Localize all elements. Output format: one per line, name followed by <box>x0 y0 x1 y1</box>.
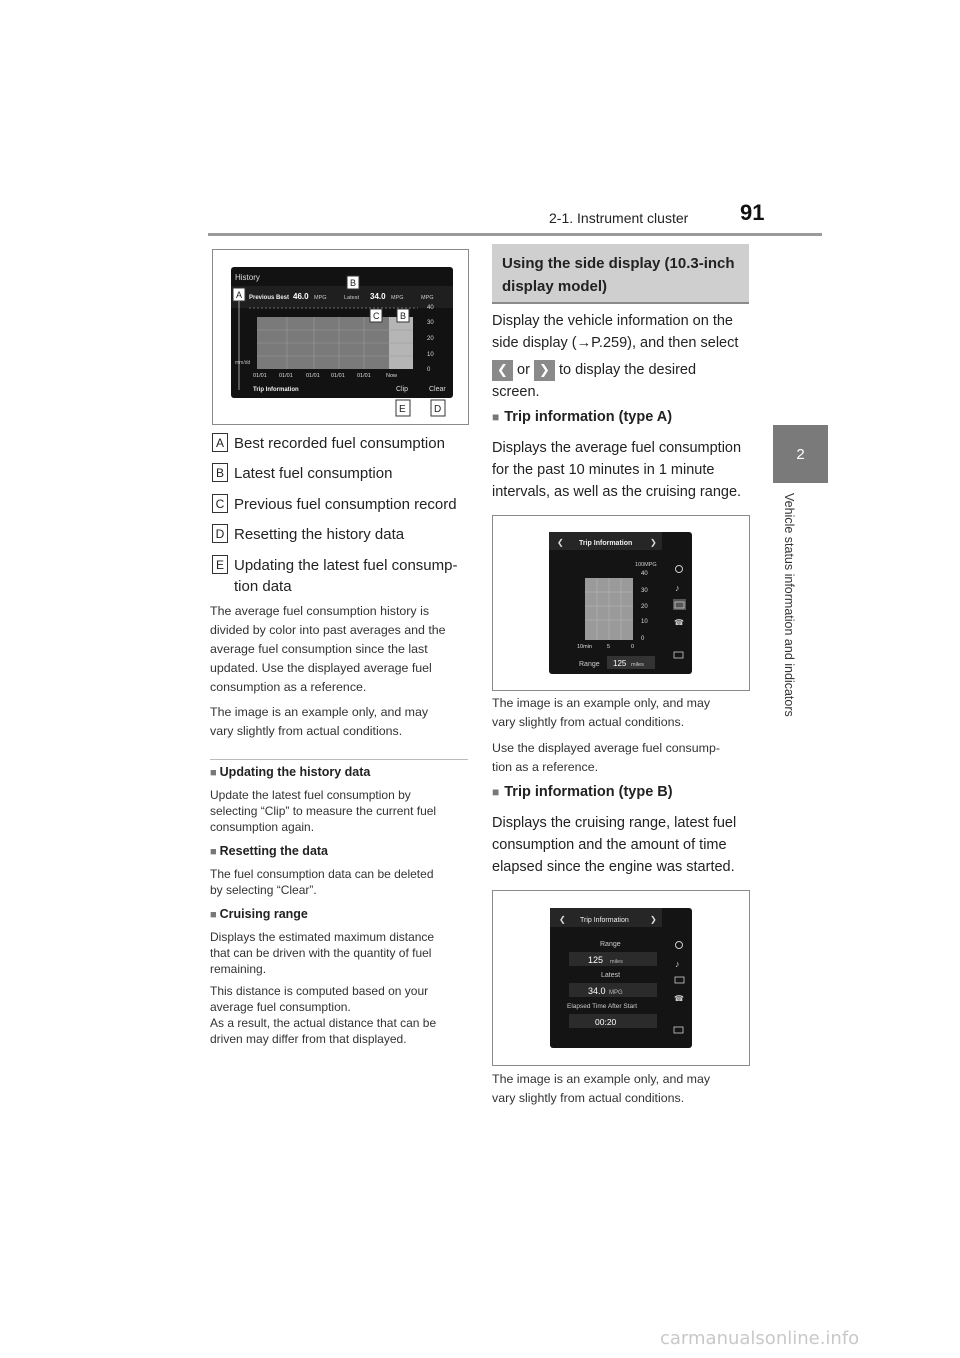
type-a-body: Displays the average fuel consumption for the past 10 minutes in 1 minute intervals, as well as the cruising range. <box>492 440 742 500</box>
section-header: 2-1. Instrument cluster <box>549 210 689 226</box>
svg-text:Now: Now <box>386 373 398 379</box>
resetting-heading: ■ Resetting the data <box>210 844 328 858</box>
svg-text:0: 0 <box>427 367 431 373</box>
svg-text:40: 40 <box>641 571 648 577</box>
svg-text:B: B <box>350 278 357 288</box>
svg-text:❮: ❮ <box>557 538 564 547</box>
latest-value: 34.0 <box>370 292 386 301</box>
cruising-body: Displays the estimated maximum distance that can be driven with the quantity of fuel remaining. <box>210 930 435 976</box>
svg-text:20: 20 <box>427 336 434 342</box>
fig-a-music-icon: ♪ <box>675 583 680 593</box>
fig-a-title: Trip Information <box>579 540 633 547</box>
reference-note-a: Use the displayed average fuel consump- tion as a reference. <box>492 741 720 774</box>
chapter-tab[interactable]: 2 <box>773 425 828 483</box>
callout-e <box>396 400 410 416</box>
svg-text:34.0: 34.0 <box>588 986 606 996</box>
svg-text:❯: ❯ <box>650 915 657 924</box>
fig-b-phone-icon: ☎ <box>674 994 684 1003</box>
svg-text:MPG: MPG <box>314 295 327 301</box>
svg-text:30: 30 <box>641 588 648 594</box>
svg-text:0: 0 <box>631 644 635 650</box>
legend-item-e: E Updating the latest fuel consump- tion data <box>212 555 472 597</box>
header-rule <box>208 233 822 236</box>
watermark: carmanualsonline.info <box>660 1328 860 1349</box>
previous-best-value: 46.0 <box>293 292 309 301</box>
trip-info-label: Trip Information <box>253 387 299 393</box>
example-note-left: The image is an example only, and may vary slightly from actual conditions. <box>210 705 429 738</box>
svg-text:MPG: MPG <box>391 295 404 301</box>
previous-button-icon: ❮ <box>492 360 513 381</box>
svg-text:5: 5 <box>607 644 611 650</box>
svg-text:mm/dd: mm/dd <box>235 360 251 366</box>
chapter-title: Vehicle status information and indicators <box>782 493 796 717</box>
trip-info-type-a-figure <box>492 515 750 691</box>
page-number: 91 <box>740 200 765 225</box>
type-b-heading: ■ Trip information (type B) <box>492 784 673 800</box>
svg-text:01/01: 01/01 <box>357 373 371 379</box>
svg-text:C: C <box>373 311 380 321</box>
svg-text:Range: Range <box>579 661 600 668</box>
svg-text:01/01: 01/01 <box>331 373 345 379</box>
svg-text:❮: ❮ <box>559 915 566 924</box>
fig-b-music-icon: ♪ <box>675 959 680 969</box>
legend-item-d: D Resetting the history data <box>212 524 472 546</box>
svg-text:100MPG: 100MPG <box>635 562 657 568</box>
svg-text:B: B <box>400 311 407 321</box>
updating-body: Update the latest fuel consumption by selecting “Clip” to measure the current fuel consumption again. <box>210 788 437 834</box>
svg-text:125: 125 <box>588 955 604 965</box>
svg-text:miles: miles <box>631 662 644 668</box>
svg-text:MPG: MPG <box>421 295 434 301</box>
type-b-body: Displays the cruising range, latest fuel consumption and the amount of time elapsed since the engine was started. <box>492 815 737 875</box>
previous-best-label: Previous Best <box>249 295 290 301</box>
callout-d <box>431 400 445 416</box>
latest-label: Latest <box>344 295 359 301</box>
svg-text:00:20: 00:20 <box>595 1017 617 1027</box>
legend-item-b: B Latest fuel consumption <box>212 463 472 485</box>
svg-text:40: 40 <box>427 305 434 311</box>
svg-text:01/01: 01/01 <box>306 373 320 379</box>
resetting-body: The fuel consumption data can be deleted by selecting “Clear”. <box>210 867 434 897</box>
example-note-a: The image is an example only, and may vary slightly from actual conditions. <box>492 696 711 729</box>
intro-text: Display the vehicle information on the side display (→P.259), and then select ❮ or ❯ to display the desired screen. <box>492 313 739 400</box>
example-note-b: The image is an example only, and may vary slightly from actual conditions. <box>492 1072 711 1105</box>
svg-text:❯: ❯ <box>650 538 657 547</box>
history-screen <box>213 250 468 424</box>
svg-text:Range: Range <box>600 941 621 948</box>
history-figure <box>212 249 469 425</box>
divider <box>210 759 468 760</box>
svg-text:20: 20 <box>641 604 648 610</box>
section-heading-rule <box>492 302 749 304</box>
svg-text:miles: miles <box>610 959 623 965</box>
legend-item-a: A Best recorded fuel consumption <box>212 433 472 455</box>
clear-button[interactable]: Clear <box>429 386 446 393</box>
svg-text:D: D <box>434 404 442 415</box>
cruising-body-2: This distance is computed based on your average fuel consumption. As a result, the actual distance that can be driven may differ from that displayed. <box>210 984 437 1046</box>
svg-text:10min: 10min <box>577 644 592 650</box>
svg-text:MPG: MPG <box>609 990 623 996</box>
updating-heading: ■ Updating the history data <box>210 765 370 779</box>
next-button-icon: ❯ <box>534 360 555 381</box>
history-note: The average fuel consumption history is divided by color into past averages and the average fuel consumption since the last updated. Use the displayed average fuel consumption as a reference. <box>210 604 446 694</box>
history-title: History <box>235 273 260 282</box>
cruising-heading: ■ Cruising range <box>210 907 308 921</box>
svg-text:A: A <box>236 290 243 300</box>
type-a-heading: ■ Trip information (type A) <box>492 409 672 425</box>
svg-text:10: 10 <box>427 352 434 358</box>
callout-b-top <box>347 276 359 289</box>
clip-button[interactable]: Clip <box>396 386 409 393</box>
svg-text:01/01: 01/01 <box>253 373 267 379</box>
svg-text:30: 30 <box>427 320 434 326</box>
svg-text:125: 125 <box>613 659 627 668</box>
callout-b <box>397 309 409 322</box>
svg-text:01/01: 01/01 <box>279 373 293 379</box>
svg-text:Latest: Latest <box>601 972 621 979</box>
fig-b-title: Trip Information <box>580 917 629 924</box>
svg-text:0: 0 <box>641 636 645 642</box>
trip-info-type-b-figure <box>492 890 750 1066</box>
svg-text:E: E <box>399 404 406 415</box>
section-heading: Using the side display (10.3-inch display model) <box>492 244 749 302</box>
callout-c <box>370 309 382 322</box>
legend-item-c: C Previous fuel consumption record <box>212 494 472 516</box>
svg-text:Elapsed Time After Start: Elapsed Time After Start <box>567 1003 638 1010</box>
svg-text:10: 10 <box>641 619 648 625</box>
fig-a-phone-icon: ☎ <box>674 618 684 627</box>
history-chart <box>257 317 413 369</box>
